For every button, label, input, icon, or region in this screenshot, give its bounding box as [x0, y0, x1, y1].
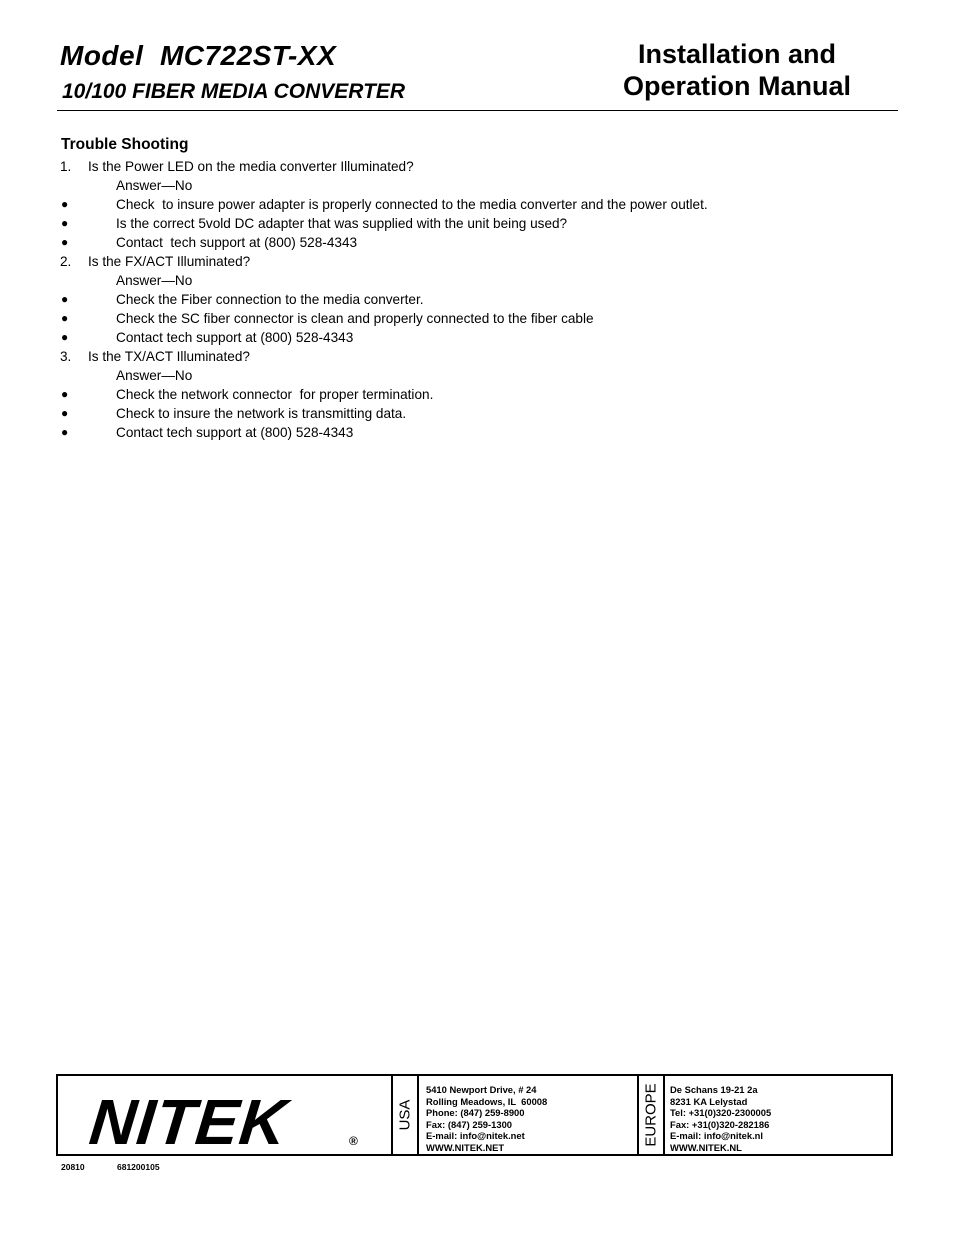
registered-mark: ®: [349, 1134, 358, 1148]
product-subtitle: 10/100 FIBER MEDIA CONVERTER: [62, 80, 406, 103]
header-divider: [57, 110, 898, 111]
bullet-item: [60, 195, 890, 214]
item-text: Check the Fiber connection to the media converter.: [116, 292, 424, 307]
item-text: Answer—No: [116, 273, 193, 288]
item-text: Answer—No: [116, 178, 193, 193]
answer-line: [60, 176, 890, 195]
item-text: Is the Power LED on the media converter Illuminated?: [88, 159, 414, 174]
document-code: 20810: [61, 1162, 85, 1172]
address-line: Rolling Meadows, IL 60008: [426, 1095, 548, 1107]
bullet-item: [60, 423, 890, 442]
bullet-item: [60, 214, 890, 233]
section-title: Trouble Shooting: [61, 136, 189, 153]
company-logo: [58, 1076, 393, 1158]
phone-line: Phone: (847) 259-8900: [426, 1107, 525, 1119]
item-text: Answer—No: [116, 368, 193, 383]
bullet-icon: ●: [61, 311, 69, 325]
question-item: [60, 347, 890, 366]
item-text: Contact tech support at (800) 528-4343: [116, 330, 354, 345]
item-text: Check the SC fiber connector is clean and properly connected to the fiber cable: [116, 311, 594, 326]
answer-line: [60, 366, 890, 385]
item-number: 2.: [60, 254, 72, 269]
bullet-icon: ●: [61, 292, 69, 306]
address-europe: [670, 1084, 771, 1154]
item-number: 1.: [60, 159, 72, 174]
email-line: E-mail: info@nitek.nl: [670, 1130, 763, 1142]
manual-title-line-2: Operation Manual: [622, 71, 852, 101]
footer-contact-box: [56, 1074, 893, 1156]
item-text: Check to insure the network is transmitting data.: [116, 406, 407, 421]
region-tab-usa: [393, 1076, 419, 1154]
manual-title-line-1: Installation and: [637, 39, 837, 69]
model-title: Model MC722ST-XX: [60, 40, 337, 71]
bullet-icon: ●: [61, 330, 69, 344]
troubleshooting-list: [60, 157, 890, 442]
item-text: Contact tech support at (800) 528-4343: [116, 425, 354, 440]
region-tab-europe: [637, 1076, 665, 1154]
fax-line: Fax: (847) 259-1300: [426, 1118, 512, 1130]
email-line: E-mail: info@nitek.net: [426, 1130, 525, 1142]
bullet-item: [60, 290, 890, 309]
region-label-europe: EUROPE: [642, 1083, 660, 1147]
question-item: [60, 252, 890, 271]
phone-line: Tel: +31(0)320-2300005: [670, 1107, 772, 1119]
bullet-icon: ●: [61, 216, 69, 230]
item-text: Is the FX/ACT Illuminated?: [88, 254, 251, 269]
address-usa: [426, 1084, 547, 1154]
item-number: 3.: [60, 349, 72, 364]
address-line: 5410 Newport Drive, # 24: [426, 1084, 537, 1095]
logo-wordmark: NITEK: [86, 1086, 291, 1158]
bullet-icon: ●: [61, 387, 69, 401]
bullet-item: [60, 233, 890, 252]
part-number: 681200105: [117, 1162, 160, 1172]
item-text: Contact tech support at (800) 528-4343: [116, 235, 358, 250]
bullet-icon: ●: [61, 197, 69, 211]
website-line: WWW.NITEK.NL: [670, 1141, 742, 1153]
bullet-icon: ●: [61, 406, 69, 420]
item-text: Check the network connector for proper termination.: [116, 387, 434, 402]
region-label-usa: USA: [396, 1099, 414, 1131]
bullet-item: [60, 404, 890, 423]
answer-line: [60, 271, 890, 290]
address-line: 8231 KA Lelystad: [670, 1095, 748, 1107]
address-line: De Schans 19-21 2a: [670, 1084, 758, 1095]
item-text: Is the correct 5vold DC adapter that was supplied with the unit being used?: [116, 216, 568, 231]
item-text: Check to insure power adapter is properly connected to the media converter and the power outlet.: [116, 197, 708, 212]
manual-title: [602, 38, 872, 102]
website-line: WWW.NITEK.NET: [426, 1141, 505, 1153]
fax-line: Fax: +31(0)320-282186: [670, 1118, 770, 1130]
bullet-item: [60, 385, 890, 404]
question-item: [60, 157, 890, 176]
bullet-icon: ●: [61, 235, 69, 249]
bullet-item: [60, 328, 890, 347]
bullet-item: [60, 309, 890, 328]
bullet-icon: ●: [61, 425, 69, 439]
item-text: Is the TX/ACT Illuminated?: [88, 349, 250, 364]
